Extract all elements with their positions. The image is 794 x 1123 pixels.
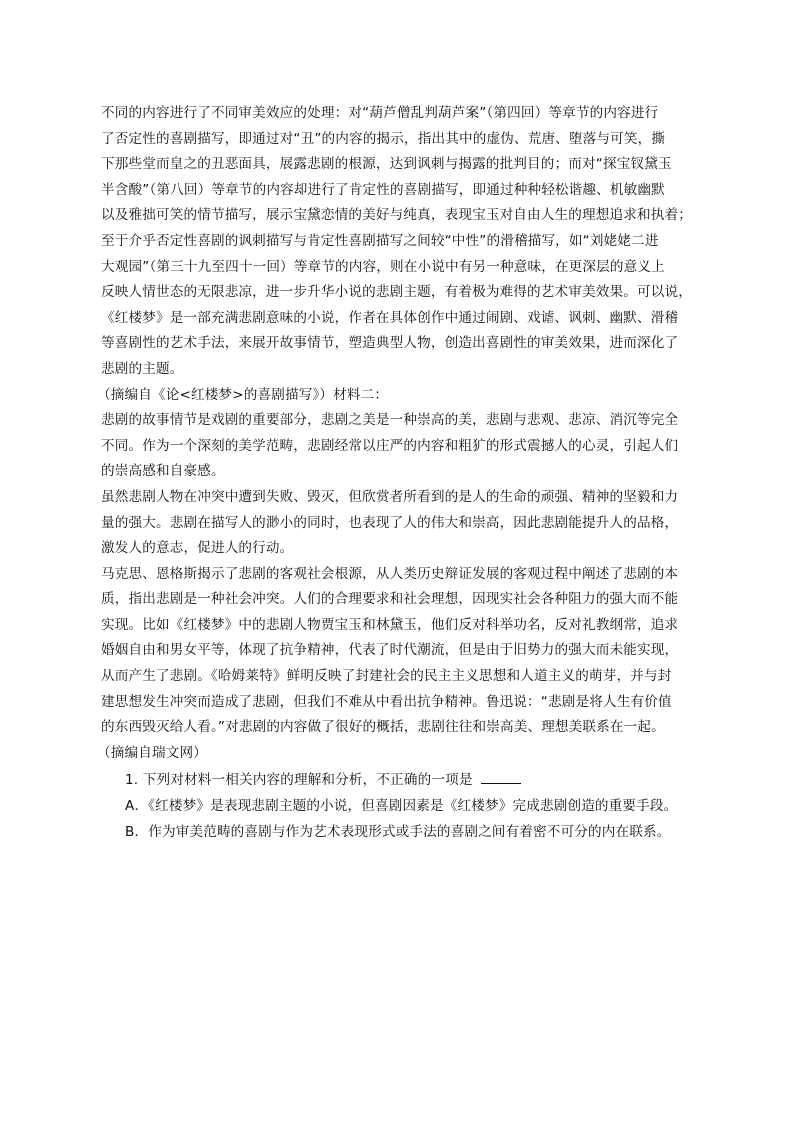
- text-line: 马克思、恩格斯揭示了悲剧的客观社会根源，从人类历史辩证发展的客观过程中阐述了悲剧的本: [101, 565, 679, 582]
- text-line: 悲剧的主题。: [101, 360, 184, 377]
- text-line: 悲剧的故事情节是戏剧的重要部分，悲剧之美是一种崇高的美，悲剧与悲观、悲凉、消沉等完全: [101, 412, 679, 429]
- text-line: 婚姻自由和男女平等，体现了抗争精神，代表了时代潮流，但是由于旧势力的强大而未能实现，: [101, 642, 679, 659]
- text-line: 虽然悲剧人物在冲突中遭到失败、毁灭，但欣赏者所看到的是人的生命的顽强、精神的坚毅和力: [101, 488, 679, 505]
- text-line: 质，指出悲剧是一种社会冲突。人们的合理要求和社会理想，因现实社会各种阻力的强大而不能: [101, 591, 679, 608]
- text-line: 大观园”（第三十九至四十一回）等章节的内容，则在小说中有另一种意味，在更深层的意义上: [101, 258, 665, 275]
- text-line: 了否定性的喜剧描写，即通过对“丑”的内容的揭示，指出其中的虚伪、荒唐、堕落与可笑，撕: [101, 130, 666, 147]
- text-line: 的崇高感和自豪感。: [101, 463, 225, 480]
- text-line: 反映人情世态的无限悲凉，进一步升华小说的悲剧主题，有着极为难得的艺术审美效果。可以说，: [101, 284, 692, 301]
- text-line: 从而产生了悲剧。《哈姆莱特》鲜明反映了封建社会的民主主义思想和人道主义的萌芽，并与封: [101, 668, 672, 685]
- question-stem: 下列对材料一相关内容的理解和分析，不正确的一项是: [142, 772, 473, 789]
- text-line: 实现。比如《红楼梦》中的悲剧人物贾宝玉和林黛玉，他们反对科举功名，反对礼教纲常，追求: [101, 616, 679, 633]
- document-body: [97, 101, 701, 845]
- text-line: 《红楼梦》是一部充满悲剧意味的小说，作者在具体创作中通过闹剧、戏谑、讽刺、幽默、滑稽: [101, 309, 679, 326]
- material2-paragraph-1: [101, 408, 701, 485]
- text-line: 不同的内容进行了不同审美效应的处理：对“葫芦僧乱判葫芦案”（第四回）等章节的内容进行: [101, 105, 659, 121]
- option-a[interactable]: A．《红楼梦》是表现悲剧主题的小说，但喜剧因素是《红楼梦》完成悲剧创造的重要手段。: [125, 798, 678, 815]
- text-line: 等喜剧性的艺术手法，来展开故事情节，塑造典型人物，创造出喜剧性的审美效果，进而深化了: [101, 335, 679, 352]
- text-line: 建思想发生冲突而造成了悲剧，但我们不难从中看出抗争精神。鲁迅说：“悲剧是将人生有价值: [101, 693, 672, 710]
- question-number: 1.: [125, 772, 139, 789]
- option-b[interactable]: B．作为审美范畴的喜剧与作为艺术表现形式或手法的喜剧之间有着密不可分的内在联系。: [125, 823, 671, 840]
- text-line: 半含酸”（第八回）等章节的内容却进行了肯定性的喜剧描写，即通过种种轻松谐趣、机敏幽默: [101, 181, 665, 198]
- material2-paragraph-3: [101, 562, 701, 741]
- text-line: 不同。作为一个深刻的美学范畴，悲剧经常以庄严的内容和粗犷的形式震撼人的心灵，引起人们: [101, 437, 679, 454]
- answer-blank[interactable]: [481, 769, 521, 784]
- text-line: 激发人的意志，促进人的行动。: [101, 540, 294, 557]
- text-line: 以及雅拙可笑的情节描写，展示宝黛恋情的美好与纯真，表现宝玉对自由人生的理想追求和执着；: [101, 207, 692, 224]
- material2-source: （摘编自瑞文网）: [97, 744, 207, 761]
- text-line: 下那些堂而皇之的丑恶面具，展露悲剧的根源，达到讽刺与揭露的批判目的；而对“探宝钗黛玉: [101, 156, 672, 173]
- text-line: 量的强大。悲剧在描写人的渺小的同时，也表现了人的伟大和崇高，因此悲剧能提升人的品格，: [101, 514, 679, 531]
- text-line: 的东西毁灭给人看。”对悲剧的内容做了很好的概括，悲剧往往和崇高美、理想美联系在一起。: [101, 719, 665, 736]
- material1-source: （摘编自《论<红楼梦>的喜剧描写》）材料二：: [97, 386, 389, 403]
- material1-paragraph: [101, 101, 701, 383]
- text-line: 至于介乎否定性喜剧的讽刺描写与肯定性喜剧描写之间较“中性”的滑稽描写，如“刘姥姥二进: [101, 232, 659, 249]
- material2-paragraph-2: [101, 485, 701, 562]
- question-1: [101, 768, 701, 794]
